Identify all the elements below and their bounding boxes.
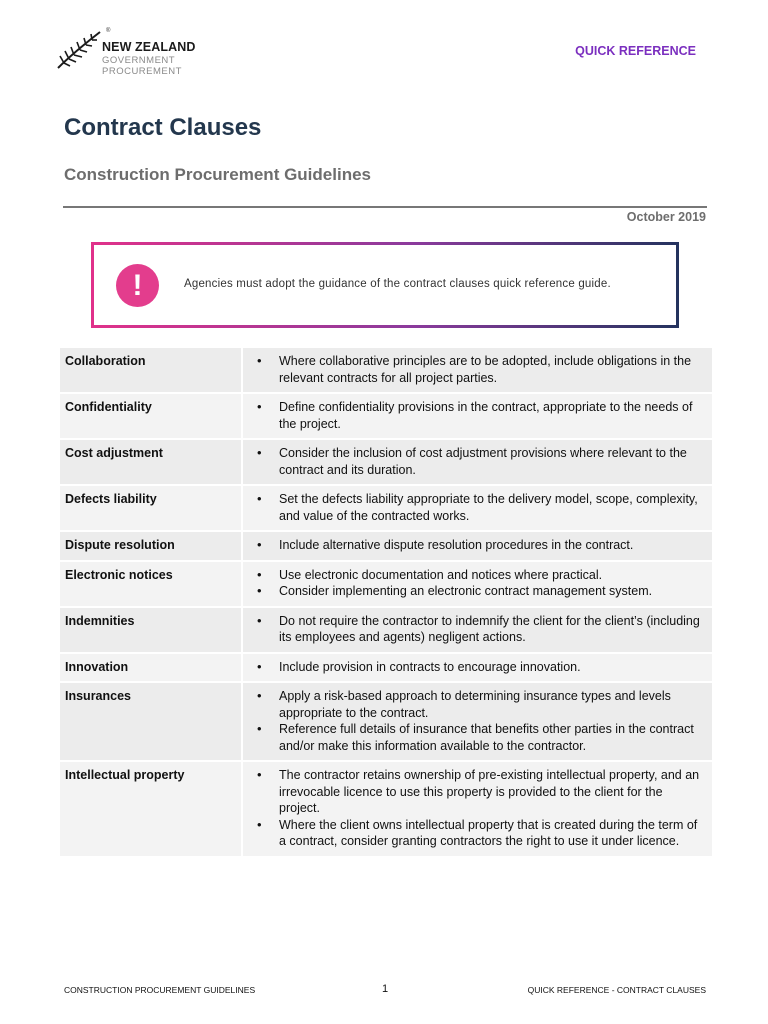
clause-row	[60, 654, 712, 682]
exclamation-icon: !	[116, 264, 159, 307]
clause-guidance	[243, 562, 712, 606]
clause-point: • The contractor retains ownership of pre-existing intellectual property, and an irrevocable licence to use this property is provided to the client for the project.	[257, 767, 702, 817]
clause-point: • Where collaborative principles are to be adopted, include obligations in the relevant contracts for all project parties.	[257, 353, 702, 386]
clause-point: • Apply a risk-based approach to determining insurance types and levels appropriate to the contract.	[257, 688, 702, 721]
footer-section-title: QUICK REFERENCE - CONTRACT CLAUSES	[527, 985, 706, 995]
logo-line-new-zealand: NEW ZEALAND	[102, 40, 196, 54]
page-subtitle: Construction Procurement Guidelines	[64, 165, 371, 184]
clause-points-list	[257, 353, 702, 386]
clause-name: Collaboration	[60, 348, 243, 392]
clause-guidance	[243, 440, 712, 484]
clause-points-list	[257, 399, 702, 432]
clause-name: Innovation	[60, 654, 243, 682]
clause-name: Dispute resolution	[60, 532, 243, 560]
clause-name: Indemnities	[60, 608, 243, 652]
clause-guidance	[243, 348, 712, 392]
silver-fern-icon	[56, 28, 102, 72]
clause-point: • Reference full details of insurance that benefits other parties in the contract and/or make this information available to the contractor.	[257, 721, 702, 754]
contract-clauses-table-body	[60, 348, 712, 856]
clause-guidance	[243, 532, 712, 560]
notice-box-inner	[94, 245, 676, 325]
clause-name: Electronic notices	[60, 562, 243, 606]
clause-guidance	[243, 394, 712, 438]
clause-point: • Consider the inclusion of cost adjustment provisions where relevant to the contract and its duration.	[257, 445, 702, 478]
clause-points-list	[257, 688, 702, 754]
clause-row	[60, 532, 712, 560]
clause-point: • Include alternative dispute resolution procedures in the contract.	[257, 537, 702, 554]
clause-row	[60, 394, 712, 438]
contract-clauses-table	[60, 346, 712, 858]
clause-name: Cost adjustment	[60, 440, 243, 484]
notice-box	[91, 242, 679, 328]
clause-guidance	[243, 486, 712, 530]
publication-date: October 2019	[626, 210, 706, 224]
clause-points-list	[257, 613, 702, 646]
clause-name: Insurances	[60, 683, 243, 760]
clause-point: • Use electronic documentation and notices where practical.	[257, 567, 702, 584]
quick-reference-label: QUICK REFERENCE	[575, 44, 696, 58]
clause-points-list	[257, 491, 702, 524]
notice-text: Agencies must adopt the guidance of the contract clauses quick reference guide.	[184, 278, 611, 290]
clause-guidance	[243, 683, 712, 760]
clause-name: Defects liability	[60, 486, 243, 530]
clause-guidance	[243, 762, 712, 856]
clause-guidance	[243, 608, 712, 652]
clause-point: • Define confidentiality provisions in the contract, appropriate to the needs of the project.	[257, 399, 702, 432]
clause-row	[60, 608, 712, 652]
page-title: Contract Clauses	[64, 114, 262, 141]
logo-line-government-procurement: GOVERNMENT PROCUREMENT	[102, 55, 182, 77]
registered-mark: ®	[106, 28, 111, 34]
clause-point: • Consider implementing an electronic contract management system.	[257, 583, 702, 600]
clause-row	[60, 440, 712, 484]
clause-row	[60, 683, 712, 760]
clause-points-list	[257, 767, 702, 850]
clause-name: Confidentiality	[60, 394, 243, 438]
header-divider	[63, 206, 707, 208]
clause-guidance	[243, 654, 712, 682]
clause-row	[60, 348, 712, 392]
clause-point: • Where the client owns intellectual property that is created during the term of a contract, consider granting contractors the right to use it under licence.	[257, 817, 702, 850]
clause-row	[60, 486, 712, 530]
clause-points-list	[257, 567, 702, 600]
clause-points-list	[257, 537, 702, 554]
footer-page-number: 1	[382, 983, 389, 995]
clause-point: • Set the defects liability appropriate to the delivery model, scope, complexity, and value of the contracted works.	[257, 491, 702, 524]
clause-point: • Include provision in contracts to encourage innovation.	[257, 659, 702, 676]
footer-document-title: CONSTRUCTION PROCUREMENT GUIDELINES	[64, 985, 256, 995]
clause-row	[60, 562, 712, 606]
clause-points-list	[257, 659, 702, 676]
clause-name: Intellectual property	[60, 762, 243, 856]
nz-government-procurement-logo	[56, 28, 256, 77]
clause-point: • Do not require the contractor to indemnify the client for the client’s (including its employees and agents) negligent actions.	[257, 613, 702, 646]
clause-points-list	[257, 445, 702, 478]
clause-row	[60, 762, 712, 856]
